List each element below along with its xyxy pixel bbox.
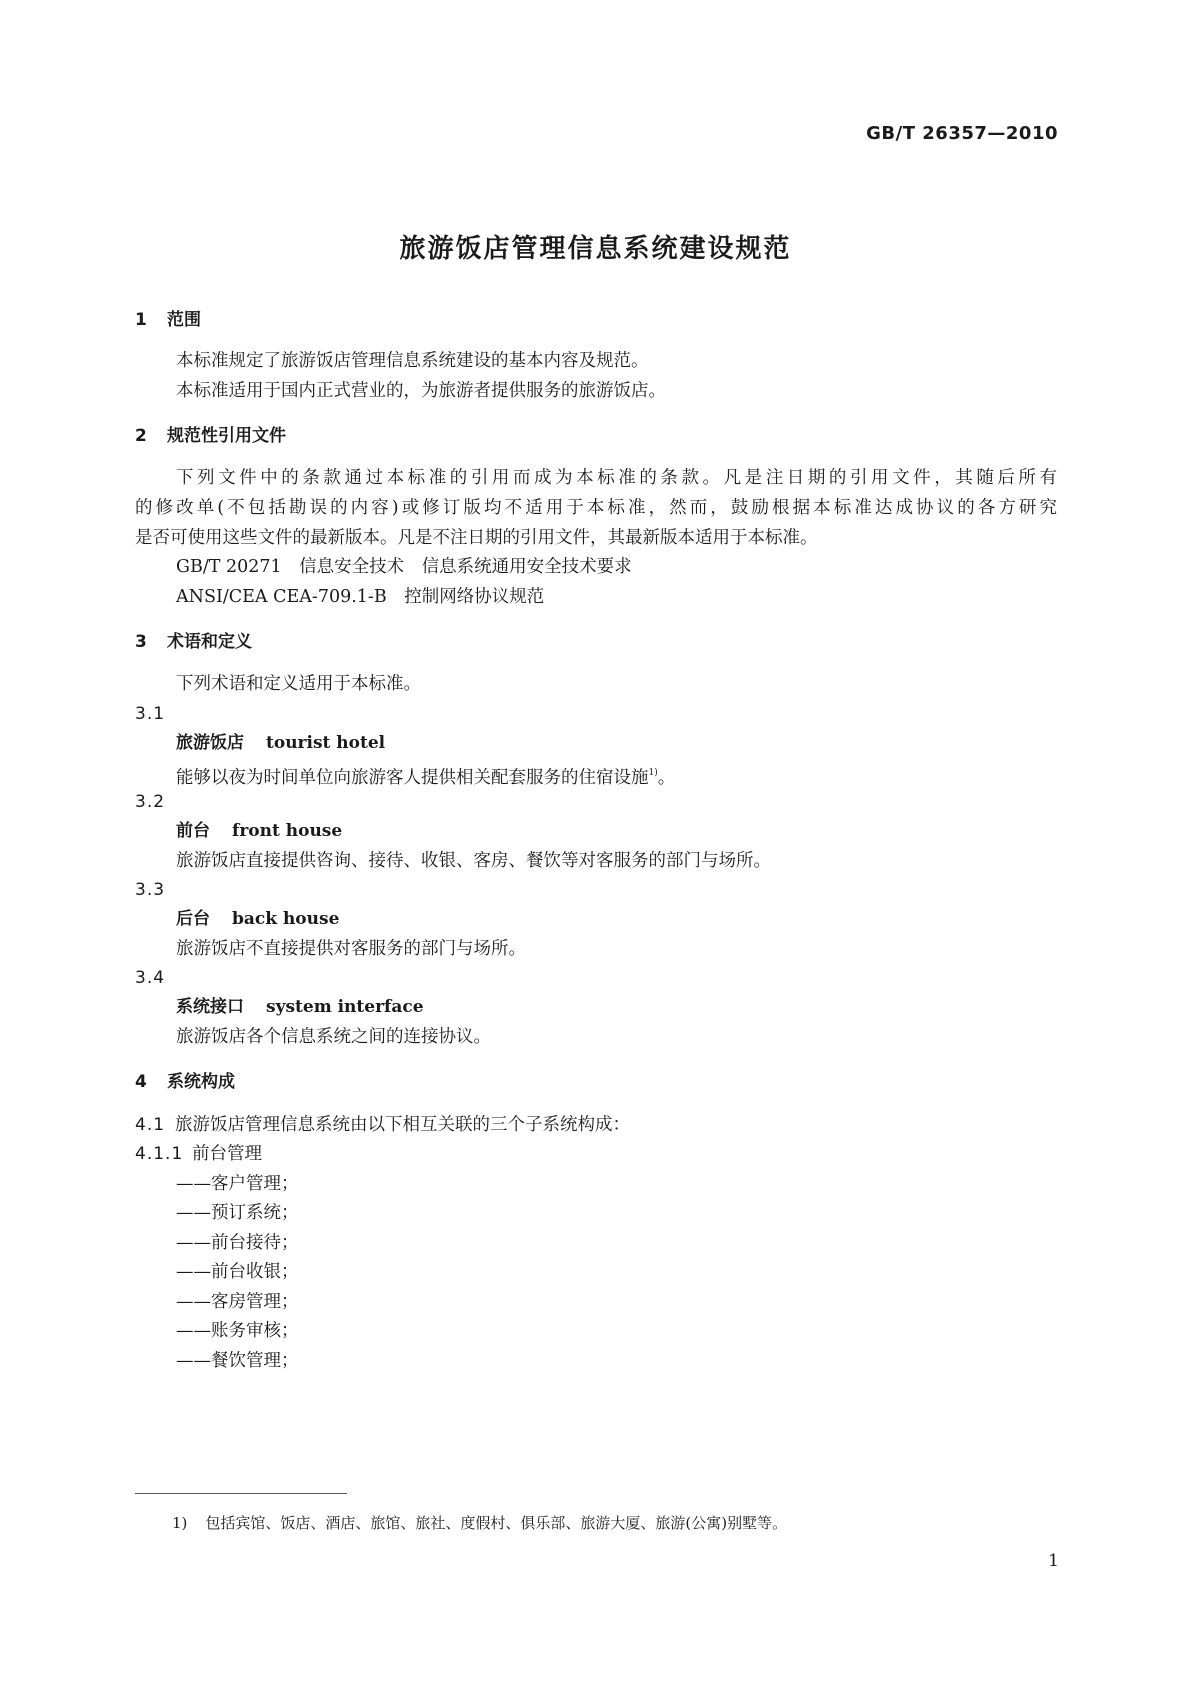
footnote	[172, 1512, 787, 1533]
section-title: 范围	[167, 310, 201, 330]
list-item: ——预订系统；	[176, 1203, 299, 1223]
term-heading	[176, 820, 342, 842]
term-en: back house	[232, 909, 340, 929]
list-item: ——客房管理；	[176, 1292, 299, 1312]
list-item: ——前台接待；	[176, 1233, 299, 1253]
clause-number: 4.1	[135, 1115, 166, 1135]
term-definition: 旅游饭店各个信息系统之间的连接协议。	[176, 1027, 491, 1047]
section-title: 术语和定义	[167, 632, 252, 652]
clause-number: 4.1.1	[135, 1144, 184, 1164]
term-number: 3.4	[135, 968, 166, 988]
term-heading	[176, 908, 339, 930]
term-definition: 旅游饭店不直接提供对客服务的部门与场所。	[176, 939, 526, 959]
paragraph-line: 的修改单(不包括勘误的内容)或修订版均不适用于本标准，然而，鼓励根据本标准达成协议的各方研究	[135, 498, 1057, 518]
clause-4-1	[135, 1114, 630, 1136]
footnote-number: 1)	[172, 1514, 188, 1532]
list-item: ——账务审核；	[176, 1321, 299, 1341]
list-item: ——餐饮管理；	[176, 1351, 299, 1371]
term-heading	[176, 996, 424, 1018]
term-number: 3.2	[135, 792, 166, 812]
paragraph: 下列术语和定义适用于本标准。	[176, 674, 421, 694]
footnote-marker: 1)	[648, 768, 658, 778]
paragraph: 本标准适用于国内正式营业的，为旅游者提供服务的旅游饭店。	[176, 381, 666, 401]
term-zh: 旅游饭店	[176, 733, 244, 753]
section-number: 1	[135, 310, 147, 330]
list-item: ——前台收银；	[176, 1262, 299, 1282]
term-number: 3.1	[135, 704, 166, 724]
document-title: 旅游饭店管理信息系统建设规范	[399, 234, 792, 264]
clause-4-1-1	[135, 1143, 262, 1165]
term-en: tourist hotel	[266, 733, 386, 753]
term-en: front house	[232, 821, 343, 841]
term-zh: 系统接口	[176, 997, 244, 1017]
section-title: 系统构成	[167, 1072, 235, 1092]
standard-number: GB/T 26357—2010	[866, 123, 1058, 144]
page-number: 1	[1048, 1551, 1059, 1571]
definition-tail: 。	[657, 768, 676, 788]
term-en: system interface	[266, 997, 424, 1017]
term-heading	[176, 732, 385, 754]
paragraph: 本标准规定了旅游饭店管理信息系统建设的基本内容及规范。	[176, 351, 649, 371]
footnote-divider	[135, 1493, 347, 1494]
reference-item: GB/T 20271 信息安全技术 信息系统通用安全技术要求	[176, 557, 632, 577]
term-definition	[176, 762, 675, 789]
term-number: 3.3	[135, 880, 166, 900]
paragraph-line: 是否可使用这些文件的最新版本。凡是不注日期的引用文件，其最新版本适用于本标准。	[135, 528, 818, 548]
definition-text: 能够以夜为时间单位向旅游客人提供相关配套服务的住宿设施	[176, 768, 649, 788]
term-definition: 旅游饭店直接提供咨询、接待、收银、客房、餐饮等对客服务的部门与场所。	[176, 851, 771, 871]
term-zh: 前台	[176, 821, 210, 841]
section-number: 2	[135, 426, 147, 446]
reference-item: ANSI/CEA CEA-709.1-B 控制网络协议规范	[176, 587, 545, 607]
section-number: 4	[135, 1072, 147, 1092]
list-item: ——客户管理；	[176, 1174, 299, 1194]
footnote-text: 包括宾馆、饭店、酒店、旅馆、旅社、度假村、俱乐部、旅游大厦、旅游(公寓)别墅等。	[205, 1514, 788, 1532]
section-1-heading	[135, 309, 201, 331]
section-3-heading	[135, 631, 252, 653]
paragraph-line: 下列文件中的条款通过本标准的引用而成为本标准的条款。凡是注日期的引用文件，其随后所有	[176, 468, 1057, 488]
clause-text: 旅游饭店管理信息系统由以下相互关联的三个子系统构成：	[175, 1115, 630, 1135]
section-number: 3	[135, 632, 147, 652]
section-2-heading	[135, 425, 286, 447]
section-4-heading	[135, 1071, 235, 1093]
clause-text: 前台管理	[192, 1144, 262, 1164]
term-zh: 后台	[176, 909, 210, 929]
section-title: 规范性引用文件	[167, 426, 286, 446]
